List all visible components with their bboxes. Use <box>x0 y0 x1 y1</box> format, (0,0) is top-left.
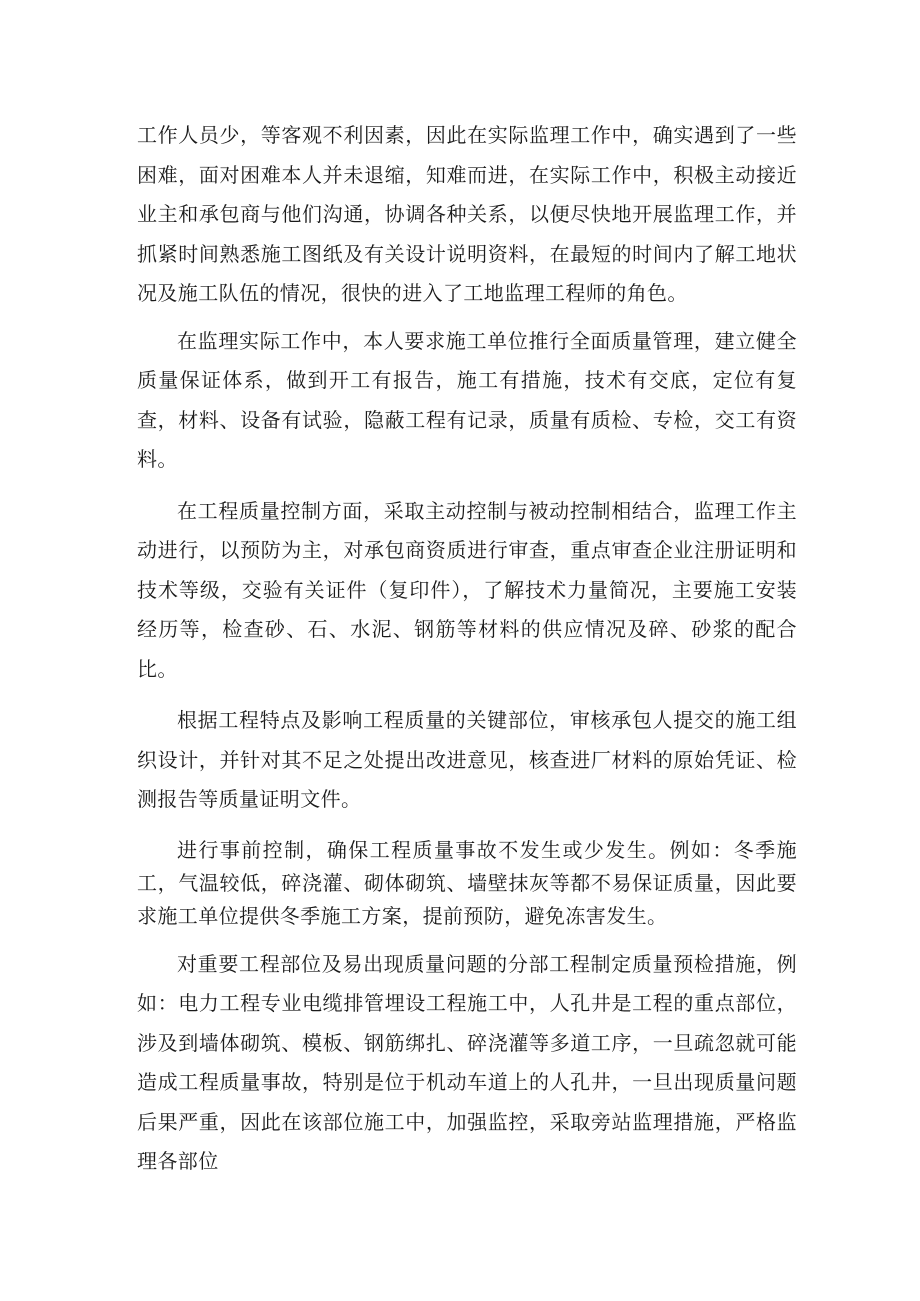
paragraph-3: 在工程质量控制方面，采取主动控制与被动控制相结合，监理工作主动进行，以预防为主，对承包商资质进行审查，重点审查企业注册证明和技术等级，交验有关证件（复印件），了解技术力量简况，主要施工安装经历等，检查砂、石、水泥、钢筋等材料的供应情况及碎、砂浆的配合比。 <box>137 498 797 681</box>
paragraph-1: 工作人员少，等客观不利因素，因此在实际监理工作中，确实遇到了一些困难，面对困难本人并未退缩，知难而进，在实际工作中，积极主动接近业主和承包商与他们沟通，协调各种关系，以便尽快地开展监理工作，并抓紧时间熟悉施工图纸及有关设计说明资料，在最短的时间内了解工地状况及施工队伍的情况，很快的进入了工地监理工程师的角色。 <box>137 123 797 305</box>
paragraph-2: 在监理实际工作中，本人要求施工单位推行全面质量管理，建立健全质量保证体系，做到开工有报告，施工有措施，技术有交底，定位有复查，材料、设备有试验，隐蔽工程有记录，质量有质检、专检，交工有资料。 <box>137 328 797 471</box>
document-body <box>137 116 797 1182</box>
paragraph-6: 对重要工程部位及易出现质量问题的分部工程制定质量预检措施，例如：电力工程专业电缆排管埋设工程施工中，人孔井是工程的重点部位，涉及到墙体砌筑、模板、钢筋绑扎、碎浇灌等多道工序，一旦疏忽就可能造成工程质量事故，特别是位于机动车道上的人孔井，一旦出现质量问题后果严重，因此在该部位施工中，加强监控，采取旁站监理措施，严格监理各部位 <box>137 951 797 1173</box>
paragraph-5: 进行事前控制，确保工程质量事故不发生或少发生。例如：冬季施工，气温较低，碎浇灌、砌体砌筑、墙壁抹灰等都不易保证质量，因此要求施工单位提供冬季施工方案，提前预防，避免冻害发生。 <box>137 837 797 928</box>
paragraph-4: 根据工程特点及影响工程质量的关键部位，审核承包人提交的施工组织设计，并针对其不足之处提出改进意见，核查进厂材料的原始凭证、检测报告等质量证明文件。 <box>137 708 797 811</box>
